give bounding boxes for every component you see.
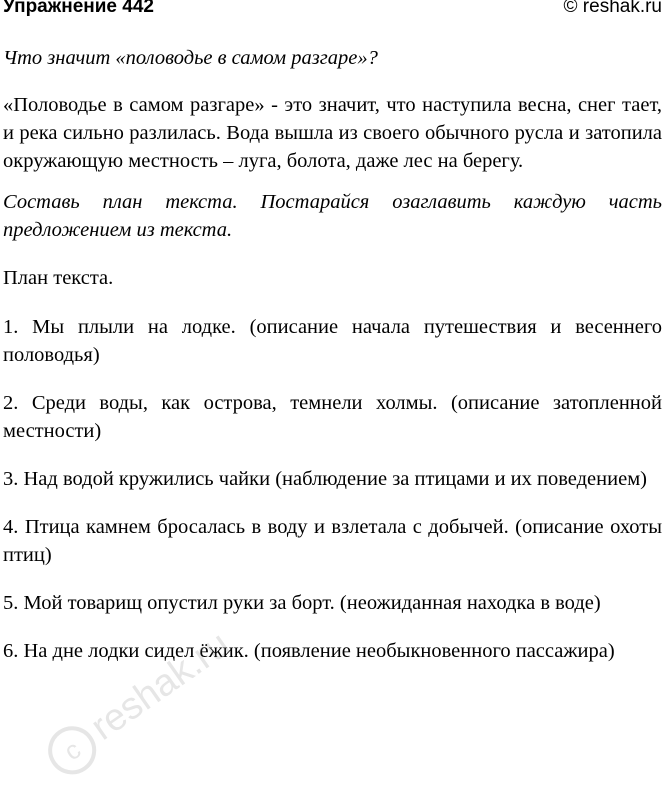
plan-list (3, 313, 662, 665)
plan-item-6: 6. На дне лодки сидел ёжик. (появление необыкновенного пассажира) (3, 640, 615, 662)
question-1: Что значит «половодье в самом разгаре»? (3, 47, 378, 69)
plan-title: План текста. (3, 267, 114, 289)
plan-item-1: 1. Мы плыли на лодке. (описание начала путешествия и весеннего половодья) (3, 316, 662, 366)
exercise-title: Упражнение 442 (3, 0, 154, 17)
plan-item-2: 2. Среди воды, как острова, темнели холмы. (описание затопленной местности) (3, 392, 662, 442)
watermark-text: reshak.ru (83, 623, 238, 749)
plan-item-3: 3. Над водой кружились чайки (наблюдение за птицами и их поведением) (3, 468, 647, 490)
plan-item-5: 5. Мой товарищ опустил руки за борт. (неожиданная находка в воде) (3, 592, 601, 614)
plan-item-4: 4. Птица камнем бросалась в воду и взлетала с добычей. (описание охоты птиц) (3, 516, 662, 566)
source-label: © reshak.ru (563, 0, 662, 17)
header (3, 0, 662, 28)
copyright-c-glyph: c (58, 734, 87, 767)
answer-1: «Половодье в самом разгаре» - это значит, что наступила весна, снег тает, и река сильно разлилась. Вода вышла из своего обычного русла и затопила окружающую местность – луга, болота, даже лес на берегу. (3, 94, 662, 172)
question-2: Составь план текста. Постарайся озаглавить каждую часть предложением из текста. (3, 191, 662, 241)
